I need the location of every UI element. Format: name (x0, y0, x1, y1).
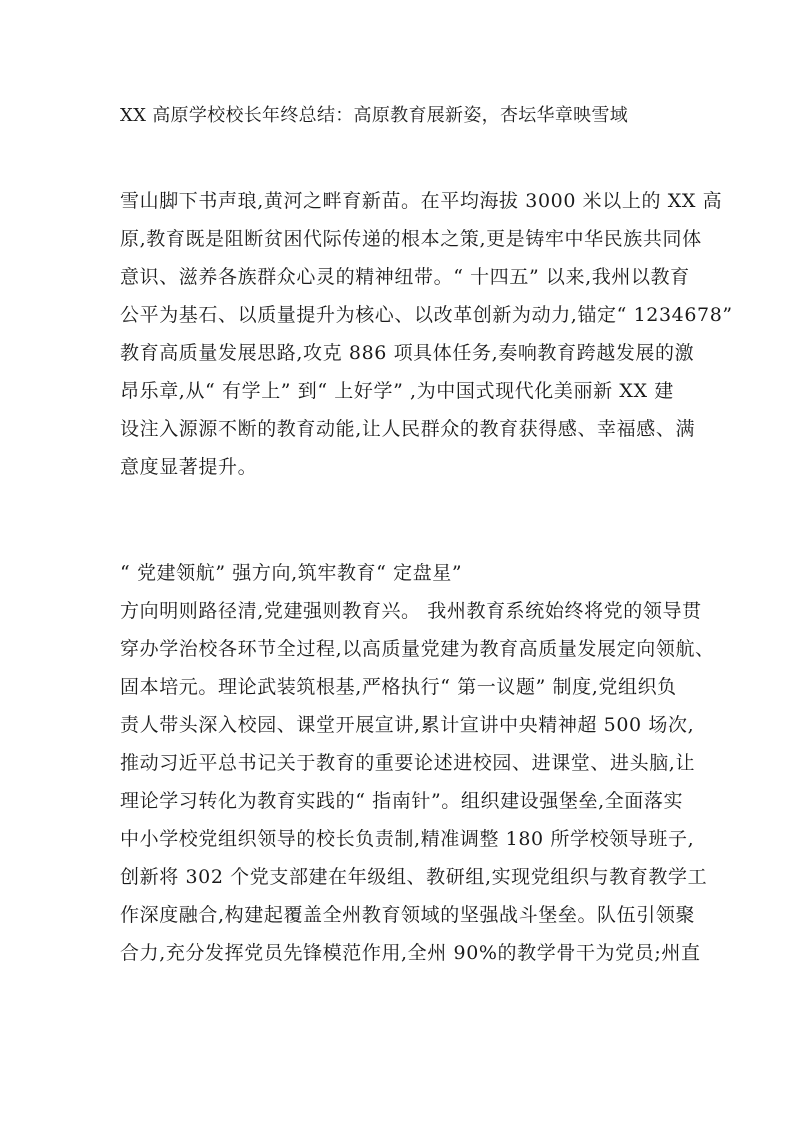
paragraph-line: 方向明则路径清,党建强则教育兴。 我州教育系统始终将党的领导贯 (120, 600, 702, 622)
paragraph-line: 教育高质量发展思路,攻克 886 项具体任务,奏响教育跨越发展的激 (120, 342, 695, 364)
intro-paragraph (120, 182, 733, 486)
paragraph-line: 公平为基石、以质量提升为核心、以改革创新为动力,锚定“ 1234678” (120, 304, 733, 326)
paragraph-line: 意度显著提升。 (120, 456, 258, 478)
paragraph-line: 固本培元。理论武装筑根基,严格执行“ 第一议题” 制度,党组织负 (120, 676, 677, 698)
paragraph-line: 创新将 302 个党支部建在年级组、教研组,实现党组织与教育教学工 (120, 866, 708, 888)
paragraph-line: 理论学习转化为教育实践的“ 指南针”。组织建设强堡垒,全面落实 (120, 790, 684, 812)
paragraph-line: 原,教育既是阻断贫困代际传递的根本之策,更是铸牢中华民族共同体 (120, 228, 702, 250)
paragraph-line: 中小学校党组织领导的校长负责制,精准调整 180 所学校领导班子, (120, 828, 695, 850)
document-title: XX 高原学校校长年终总结：高原教育展新姿，杏坛华章映雪域 (120, 105, 629, 126)
paragraph-line: 雪山脚下书声琅,黄河之畔育新苗。在平均海拔 3000 米以上的 XX 高 (120, 190, 723, 212)
section-paragraph (120, 592, 715, 972)
paragraph-line: 设注入源源不断的教育动能,让人民群众的教育获得感、幸福感、满 (120, 418, 696, 440)
section-heading: “ 党建领航” 强方向,筑牢教育“ 定盘星” (120, 562, 463, 584)
paragraph-line: 穿办学治校各环节全过程,以高质量党建为教育高质量发展定向领航、 (120, 638, 715, 660)
paragraph-line: 意识、滋养各族群众心灵的精神纽带。“ 十四五” 以来,我州以教育 (120, 266, 690, 288)
paragraph-line: 昂乐章,从“ 有学上” 到“ 上好学” ,为中国式现代化美丽新 XX 建 (120, 380, 674, 402)
paragraph-line: 作深度融合,构建起覆盖全州教育领域的坚强战斗堡垒。队伍引领聚 (120, 904, 696, 926)
paragraph-line: 合力,充分发挥党员先锋模范作用,全州 90%的教学骨干为党员;州直 (120, 942, 701, 964)
paragraph-line: 责人带头深入校园、课堂开展宣讲,累计宣讲中央精神超 500 场次, (120, 714, 695, 736)
paragraph-line: 推动习近平总书记关于教育的重要论述进校园、进课堂、进头脑,让 (120, 752, 696, 774)
